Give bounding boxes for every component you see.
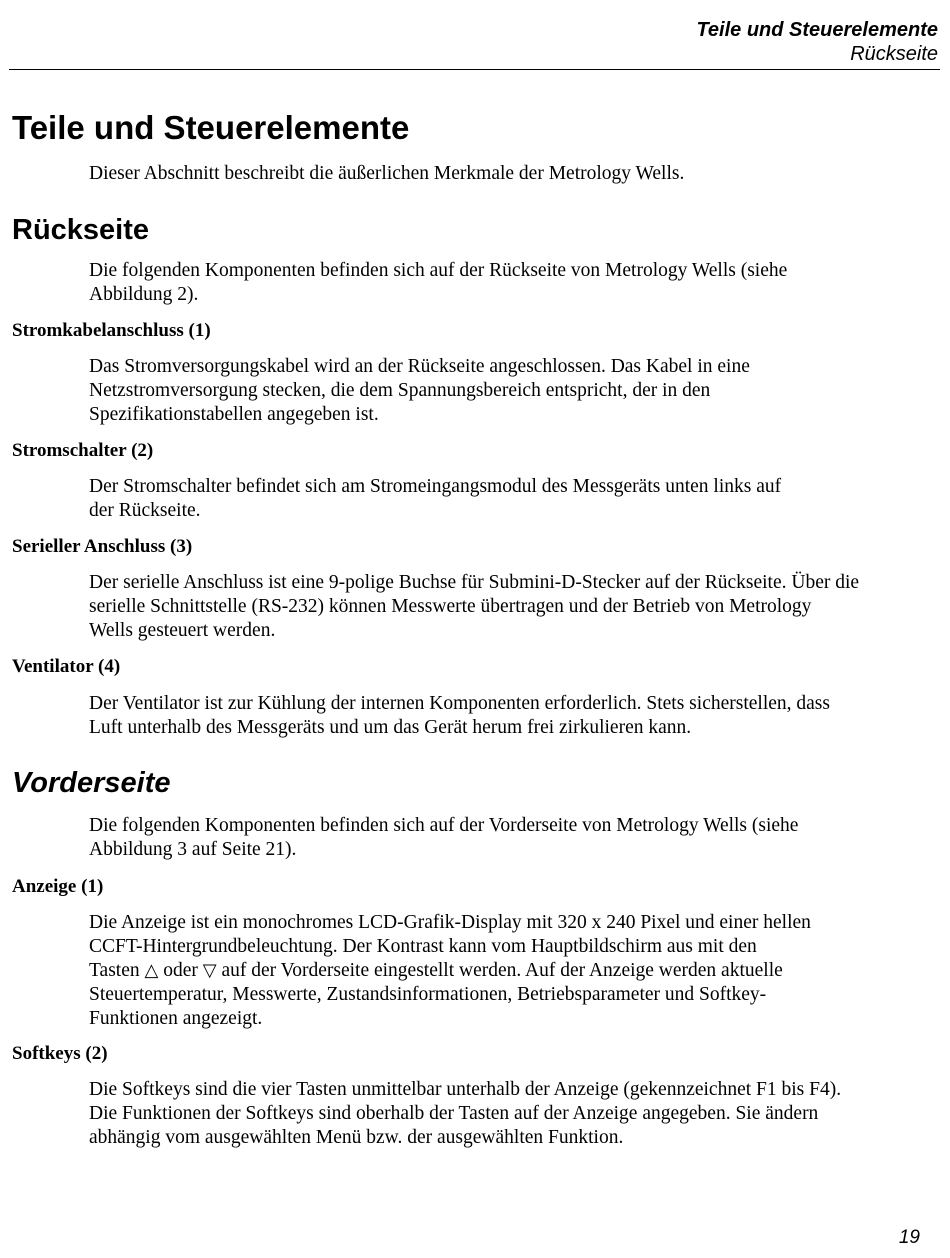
text-line: Netzstromversorgung stecken, die dem Spannungsbereich entspricht, der in den <box>89 380 711 401</box>
text-line: Das Stromversorgungskabel wird an der Rückseite angeschlossen. Das Kabel in eine <box>89 356 750 377</box>
text-line: Steuertemperatur, Messwerte, Zustandsinformationen, Betriebsparameter und Softkey- <box>89 984 767 1005</box>
keys-line-middle: oder <box>158 960 203 981</box>
subheading-serieller-anschluss: Serieller Anschluss (3) <box>12 536 193 557</box>
header-divider <box>9 69 940 70</box>
stromkabelanschluss-paragraph <box>89 355 929 427</box>
text-line: Funktionen angezeigt. <box>89 1008 263 1029</box>
section-heading-vorderseite: Vorderseite <box>12 767 171 799</box>
ventilator-paragraph <box>89 692 929 740</box>
keys-line-after: auf der Vorderseite eingestellt werden. Auf der Anzeige werden aktuelle <box>216 960 783 981</box>
intro-paragraph <box>89 162 929 186</box>
running-head <box>696 18 938 66</box>
text-line: Die folgenden Komponenten befinden sich auf der Vorderseite von Metrology Wells (siehe <box>89 815 799 836</box>
text-line: Die Funktionen der Softkeys sind oberhalb der Tasten auf der Anzeige angegeben. Sie ändern <box>89 1103 819 1124</box>
text-line: Der serielle Anschluss ist eine 9-polige Buchse für Submini-D-Stecker auf der Rückseite. Über die <box>89 572 860 593</box>
keys-line <box>89 959 929 983</box>
text-line: abhängig vom ausgewählten Menü bzw. der ausgewählten Funktion. <box>89 1127 624 1148</box>
subheading-ventilator: Ventilator (4) <box>12 656 121 677</box>
text-line: Die Anzeige ist ein monochromes LCD-Grafik-Display mit 320 x 240 Pixel und einer hellen <box>89 912 811 933</box>
text-line: Die Softkeys sind die vier Tasten unmittelbar unterhalb der Anzeige (gekennzeichnet F1 bis F4). <box>89 1079 842 1100</box>
intro-line: Dieser Abschnitt beschreibt die äußerlichen Merkmale der Metrology Wells. <box>89 163 685 184</box>
text-line: CCFT-Hintergrundbeleuchtung. Der Kontrast kann vom Hauptbildschirm aus mit den <box>89 936 757 957</box>
subheading-stromkabelanschluss: Stromkabelanschluss (1) <box>12 320 211 341</box>
stromschalter-paragraph <box>89 475 929 523</box>
softkeys-paragraph <box>89 1078 929 1150</box>
text-line: Spezifikationstabellen angegeben ist. <box>89 404 379 425</box>
serieller-anschluss-paragraph <box>89 571 929 643</box>
down-triangle-icon: ▽ <box>202 960 217 981</box>
running-head-title: Teile und Steuerelemente <box>696 19 938 41</box>
text-line: Abbildung 2). <box>89 284 199 305</box>
text-line: serielle Schnittstelle (RS-232) können Messwerte übertragen und der Betrieb von Metrology <box>89 596 812 617</box>
rueckseite-intro-paragraph <box>89 259 929 307</box>
keys-line-before: Tasten <box>89 960 145 981</box>
text-line: Der Stromschalter befindet sich am Stromeingangsmodul des Messgeräts unten links auf <box>89 476 782 497</box>
text-line: Die folgenden Komponenten befinden sich auf der Rückseite von Metrology Wells (siehe <box>89 260 788 281</box>
running-head-subtitle: Rückseite <box>850 43 938 65</box>
text-line: der Rückseite. <box>89 500 201 521</box>
text-line: Abbildung 3 auf Seite 21). <box>89 839 297 860</box>
up-triangle-icon: △ <box>144 960 159 981</box>
subheading-anzeige: Anzeige (1) <box>12 876 104 897</box>
anzeige-paragraph <box>89 911 929 1031</box>
text-line: Luft unterhalb des Messgeräts und um das Gerät herum frei zirkulieren kann. <box>89 717 692 738</box>
page-title: Teile und Steuerelemente <box>12 109 410 146</box>
vorderseite-intro-paragraph <box>89 814 929 862</box>
subheading-stromschalter: Stromschalter (2) <box>12 440 154 461</box>
text-line: Der Ventilator ist zur Kühlung der internen Komponenten erforderlich. Stets sicherstellen, dass <box>89 693 830 714</box>
page-number: 19 <box>898 1227 920 1248</box>
subheading-softkeys: Softkeys (2) <box>12 1043 108 1064</box>
section-heading-rueckseite: Rückseite <box>12 214 150 246</box>
text-line: Wells gesteuert werden. <box>89 620 276 641</box>
